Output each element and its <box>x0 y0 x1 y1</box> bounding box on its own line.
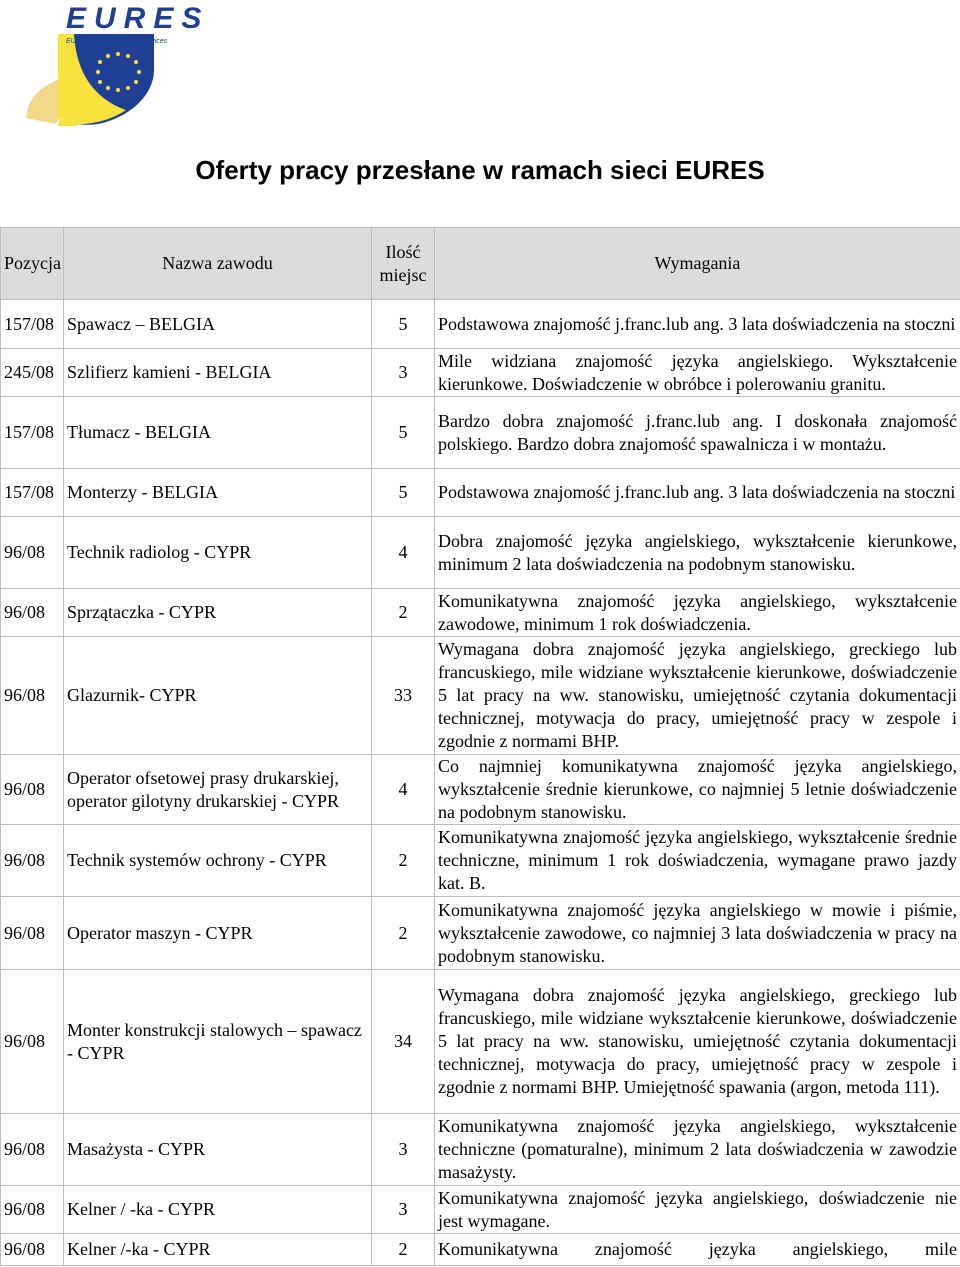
cell-requirements: Podstawowa znajomość j.franc.lub ang. 3 lata doświadczenia na stoczni <box>435 300 960 349</box>
cell-quantity: 4 <box>372 517 435 589</box>
cell-name: Operator ofsetowej prasy drukarskiej, operator gilotyny drukarskiej - CYPR <box>64 755 372 825</box>
cell-position: 157/08 <box>1 300 64 349</box>
cell-quantity: 5 <box>372 300 435 349</box>
cell-name: Monter konstrukcji stalowych – spawacz - CYPR <box>64 970 372 1114</box>
cell-position: 157/08 <box>1 397 64 469</box>
cell-position: 96/08 <box>1 1186 64 1234</box>
header-name: Nazwa zawodu <box>64 228 372 300</box>
header-requirements: Wymagania <box>435 228 960 300</box>
cell-quantity: 34 <box>372 970 435 1114</box>
cell-requirements: Podstawowa znajomość j.franc.lub ang. 3 lata doświadczenia na stoczni <box>435 469 960 517</box>
cell-name: Monterzy - BELGIA <box>64 469 372 517</box>
table-header-row <box>1 228 960 300</box>
eures-logo <box>18 0 210 128</box>
cell-quantity: 5 <box>372 469 435 517</box>
cell-name: Technik radiolog - CYPR <box>64 517 372 589</box>
table-row <box>1 897 960 970</box>
table-row <box>1 1186 960 1234</box>
table-row <box>1 825 960 897</box>
logo-title: EURES <box>66 2 210 35</box>
table-row <box>1 637 960 755</box>
cell-quantity: 2 <box>372 589 435 637</box>
table-row <box>1 349 960 397</box>
cell-requirements: Bardzo dobra znajomość j.franc.lub ang. I doskonała znajomość polskiego. Bardzo dobra znajomość spawalnicza i w montażu. <box>435 397 960 469</box>
cell-name: Spawacz – BELGIA <box>64 300 372 349</box>
cell-requirements: Dobra znajomość języka angielskiego, wykształcenie kierunkowe, minimum 2 lata doświadczenia na podobnym stanowisku. <box>435 517 960 589</box>
cell-requirements: Komunikatywna znajomość języka angielskiego, mile <box>435 1234 960 1266</box>
cell-position: 96/08 <box>1 517 64 589</box>
cell-name: Szlifierz kamieni - BELGIA <box>64 349 372 397</box>
cell-requirements: Wymagana dobra znajomość języka angielskiego, greckiego lub francuskiego, mile widziane wykształcenie kierunkowe, doświadczenie 5 lat pracy na ww. stanowisku, umiejętność czytania dokumentacji technicznej, motywacja do pracy, umiejętność pracy w zespole i zgodnie z normami BHP. Umiejętność spawania (argon, metoda 111). <box>435 970 960 1114</box>
cell-quantity: 5 <box>372 397 435 469</box>
table-row <box>1 469 960 517</box>
table-row <box>1 1114 960 1186</box>
cell-quantity: 3 <box>372 349 435 397</box>
cell-requirements: Mile widziana znajomość języka angielskiego. Wykształcenie kierunkowe. Doświadczenie w obróbce i polerowaniu granitu. <box>435 349 960 397</box>
cell-quantity: 3 <box>372 1186 435 1234</box>
cell-position: 96/08 <box>1 1234 64 1266</box>
cell-name: Kelner / -ka - CYPR <box>64 1186 372 1234</box>
table-row <box>1 970 960 1114</box>
cell-requirements: Komunikatywna znajomość języka angielskiego, doświadczenie nie jest wymagane. <box>435 1186 960 1234</box>
cell-name: Technik systemów ochrony - CYPR <box>64 825 372 897</box>
cell-position: 96/08 <box>1 897 64 970</box>
logo-subtitle: EUropean Employment Services <box>66 38 168 45</box>
page-title: Oferty pracy przesłane w ramach sieci EURES <box>195 155 765 185</box>
cell-position: 96/08 <box>1 637 64 755</box>
cell-requirements: Komunikatywna znajomość języka angielskiego, wykształcenie techniczne (pomaturalne), minimum 2 lata doświadczenia w zawodzie masażysty. <box>435 1114 960 1186</box>
cell-position: 96/08 <box>1 1114 64 1186</box>
cell-quantity: 4 <box>372 755 435 825</box>
cell-name: Kelner /-ka - CYPR <box>64 1234 372 1266</box>
cell-name: Glazurnik- CYPR <box>64 637 372 755</box>
table-row <box>1 755 960 825</box>
cell-position: 96/08 <box>1 825 64 897</box>
cell-requirements: Komunikatywna znajomość języka angielskiego, wykształcenie średnie techniczne, minimum 1 rok doświadczenia, wymagane prawo jazdy kat. B. <box>435 825 960 897</box>
cell-position: 96/08 <box>1 970 64 1114</box>
table-row <box>1 589 960 637</box>
cell-requirements: Komunikatywna znajomość języka angielskiego, wykształcenie zawodowe, minimum 1 rok doświadczenia. <box>435 589 960 637</box>
cell-position: 96/08 <box>1 755 64 825</box>
cell-quantity: 2 <box>372 897 435 970</box>
cell-position: 245/08 <box>1 349 64 397</box>
cell-quantity: 2 <box>372 825 435 897</box>
table-row <box>1 517 960 589</box>
header-quantity: Ilość miejsc <box>372 228 435 300</box>
header-position: Pozycja <box>1 228 64 300</box>
table-row <box>1 397 960 469</box>
cell-name: Sprzątaczka - CYPR <box>64 589 372 637</box>
job-offers-table <box>0 227 960 1266</box>
cell-quantity: 3 <box>372 1114 435 1186</box>
cell-quantity: 33 <box>372 637 435 755</box>
cell-name: Operator maszyn - CYPR <box>64 897 372 970</box>
cell-name: Tłumacz - BELGIA <box>64 397 372 469</box>
cell-position: 96/08 <box>1 589 64 637</box>
cell-requirements: Wymagana dobra znajomość języka angielskiego, greckiego lub francuskiego, mile widziane wykształcenie kierunkowe, doświadczenie 5 lat pracy na ww. stanowisku, umiejętność czytania dokumentacji technicznej, motywacja do pracy, umiejętność pracy w zespole i zgodnie z normami BHP. <box>435 637 960 755</box>
cell-name: Masażysta - CYPR <box>64 1114 372 1186</box>
table-row <box>1 300 960 349</box>
cell-requirements: Co najmniej komunikatywna znajomość języka angielskiego, wykształcenie średnie kierunkowe, co najmniej 5 letnie doświadczenie na podobnym stanowisku. <box>435 755 960 825</box>
cell-requirements: Komunikatywna znajomość języka angielskiego w mowie i piśmie, wykształcenie zawodowe, co najmniej 3 lata doświadczenia w pracy na podobnym stanowisku. <box>435 897 960 970</box>
cell-position: 157/08 <box>1 469 64 517</box>
table-row <box>1 1234 960 1266</box>
cell-quantity: 2 <box>372 1234 435 1266</box>
